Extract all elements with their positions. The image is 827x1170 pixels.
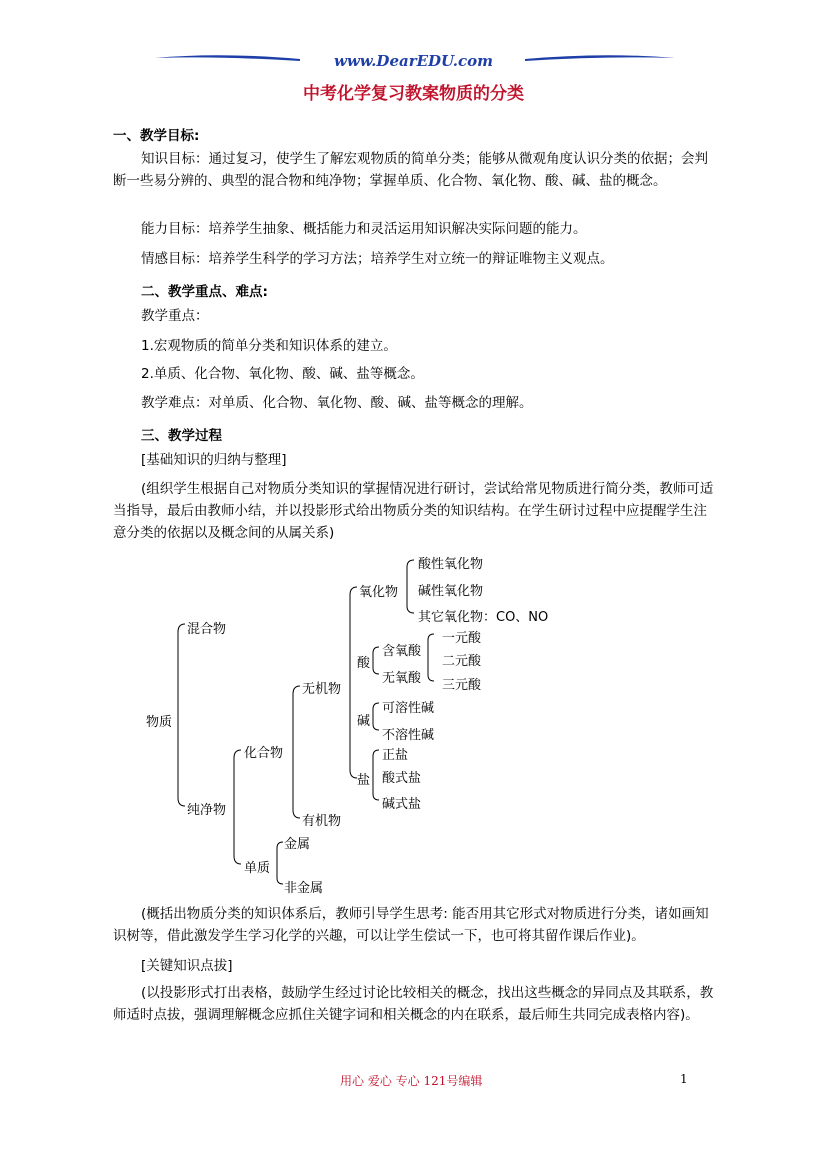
key-point-2: 2.单质、化合物、氧化物、酸、碱、盐等概念。 [141, 366, 424, 382]
after-tree-paragraph: (概括出物质分类的知识体系后，教师引导学生思考: 能否用其它形式对物质进行分类，诸如画知识树等，借此激发学生学习化学的兴趣，可以让学生偿试一下，也可将其留作课后作业)。 [113, 906, 709, 944]
ability-goal-paragraph: 能力目标：培养学生抽象、概括能力和灵活运用知识解决实际问题的能力。 [141, 221, 587, 237]
section-heading-key-points: 二、教学重点、难点: [141, 284, 268, 300]
tree-node-inorganic: 无机物 [302, 682, 342, 697]
page-number: 1 [680, 1072, 688, 1086]
tree-node-base: 碱 [357, 714, 371, 729]
tree-node-acidic-oxide: 酸性氧化物 [418, 557, 484, 572]
tree-node-acid: 酸 [357, 656, 371, 671]
tree-node-soluble-base: 可溶性碱 [382, 701, 435, 716]
tree-node-salt: 盐 [357, 773, 371, 788]
key-points-label: 教学重点： [141, 308, 209, 324]
emotion-goal-paragraph: 情感目标：培养学生科学的学习方法；培养学生对立统一的辩证唯物主义观点。 [141, 251, 614, 267]
tree-node-mixture: 混合物 [187, 622, 227, 637]
tree-node-oxide: 氧化物 [359, 585, 399, 600]
basic-knowledge-paragraph: (组织学生根据自己对物质分类知识的掌握情况进行研讨，尝试给常见物质进行简分类，教师可适当指导，最后由教师小结，并以投影形式给出物质分类的知识结构。在学生研讨过程中应提醒学生注意分类的依据以及概念间的从属关系) [113, 481, 714, 541]
tree-node-normal-salt: 正盐 [382, 748, 409, 763]
tree-node-monobasic-acid: 一元酸 [442, 631, 482, 646]
tree-node-acid-salt: 酸式盐 [382, 771, 422, 786]
key-knowledge-paragraph: (以投影形式打出表格，鼓励学生经过讨论比较相关的概念，找出这些概念的异同点及其联系，教师适时点拔，强调理解概念应抓住关键字词和相关概念的内在联系，最后师生共同完成表格内容)。 [113, 985, 714, 1023]
tree-node-element: 单质 [244, 861, 271, 876]
tree-node-oxyacid: 含氧酸 [382, 644, 422, 659]
tree-node-tribasic-acid: 三元酸 [442, 678, 482, 693]
tree-node-metal: 金属 [284, 837, 311, 852]
tree-node-organic: 有机物 [302, 814, 342, 829]
tree-node-insoluble-base: 不溶性碱 [382, 728, 435, 743]
tree-node-compound: 化合物 [244, 746, 284, 761]
footer-note: 用心 爱心 专心 121号编辑 [340, 1074, 483, 1088]
tree-node-dibasic-acid: 二元酸 [442, 654, 482, 669]
difficulty-text: 教学难点：对单质、化合物、氧化物、酸、碱、盐等概念的理解。 [141, 395, 533, 411]
tree-node-other-oxide: 其它氧化物：CO、NO [418, 610, 549, 625]
tree-node-substance: 物质 [146, 715, 173, 730]
section-heading-process: 三、教学过程 [141, 428, 222, 444]
tree-node-anoxyacid: 无氧酸 [382, 671, 422, 686]
knowledge-goal-paragraph: 知识目标：通过复习，使学生了解宏观物质的简单分类；能够从微观角度认识分类的依据；会判断一些易分辨的、典型的混合物和纯净物；掌握单质、化合物、氧化物、酸、碱、盐的概念。 [113, 151, 708, 189]
key-point-1: 1.宏观物质的简单分类和知识体系的建立。 [141, 338, 397, 354]
basic-knowledge-label: [基础知识的归纳与整理] [141, 452, 287, 468]
tree-node-pure-substance: 纯净物 [187, 803, 227, 818]
section-heading-goals: 一、教学目标: [113, 128, 200, 144]
site-url[interactable]: www.DearEDU.com [333, 52, 493, 70]
tree-node-nonmetal: 非金属 [284, 881, 324, 896]
tree-node-basic-salt: 碱式盐 [382, 797, 422, 812]
key-knowledge-label: [关键知识点拔] [141, 958, 233, 974]
page-title: 中考化学复习教案物质的分类 [303, 84, 524, 104]
tree-node-basic-oxide: 碱性氧化物 [418, 584, 484, 599]
